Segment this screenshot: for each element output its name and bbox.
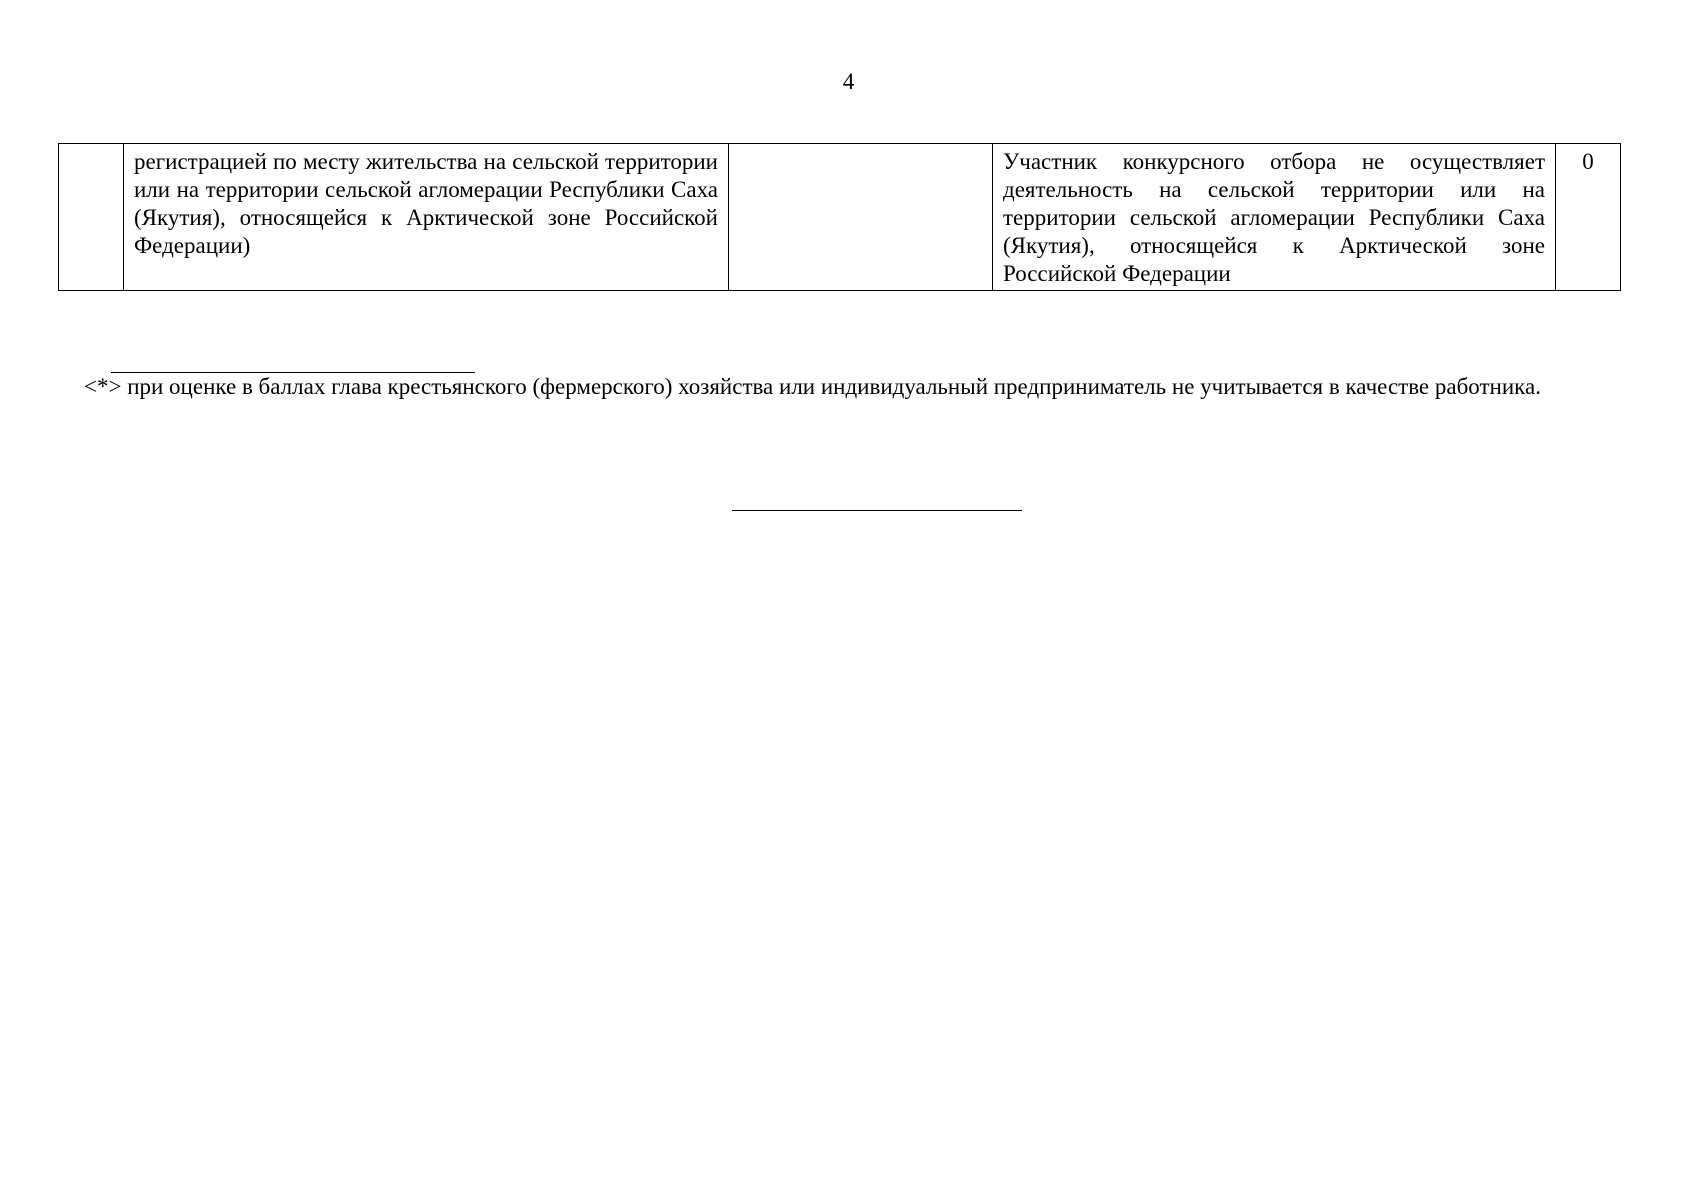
footnote-separator <box>111 372 475 373</box>
criterion-value-cell <box>729 144 993 291</box>
row-number-cell <box>59 144 124 291</box>
page-number: 4 <box>842 69 855 94</box>
footnote-text: <*> при оценке в баллах глава крестьянского (фермерского) хозяйства или индивидуальный предприниматель не учитывается в качестве работника. <box>84 374 1541 399</box>
table-row <box>59 144 1621 291</box>
document-end-line <box>732 510 1022 511</box>
criteria-table <box>58 143 1621 291</box>
criterion-condition-cell: Участник конкурсного отбора не осуществляет деятельность на сельской территории или на территории сельской агломерации Республики Саха (Якутия), относящейся к Арктической зоне Российской Федерации <box>993 144 1556 291</box>
criterion-score-cell: 0 <box>1556 144 1621 291</box>
criterion-description-cell: регистрацией по месту жительства на сельской территории или на территории сельской агломерации Республики Саха (Якутия), относящейся к Арктической зоне Российской Федерации) <box>124 144 729 291</box>
